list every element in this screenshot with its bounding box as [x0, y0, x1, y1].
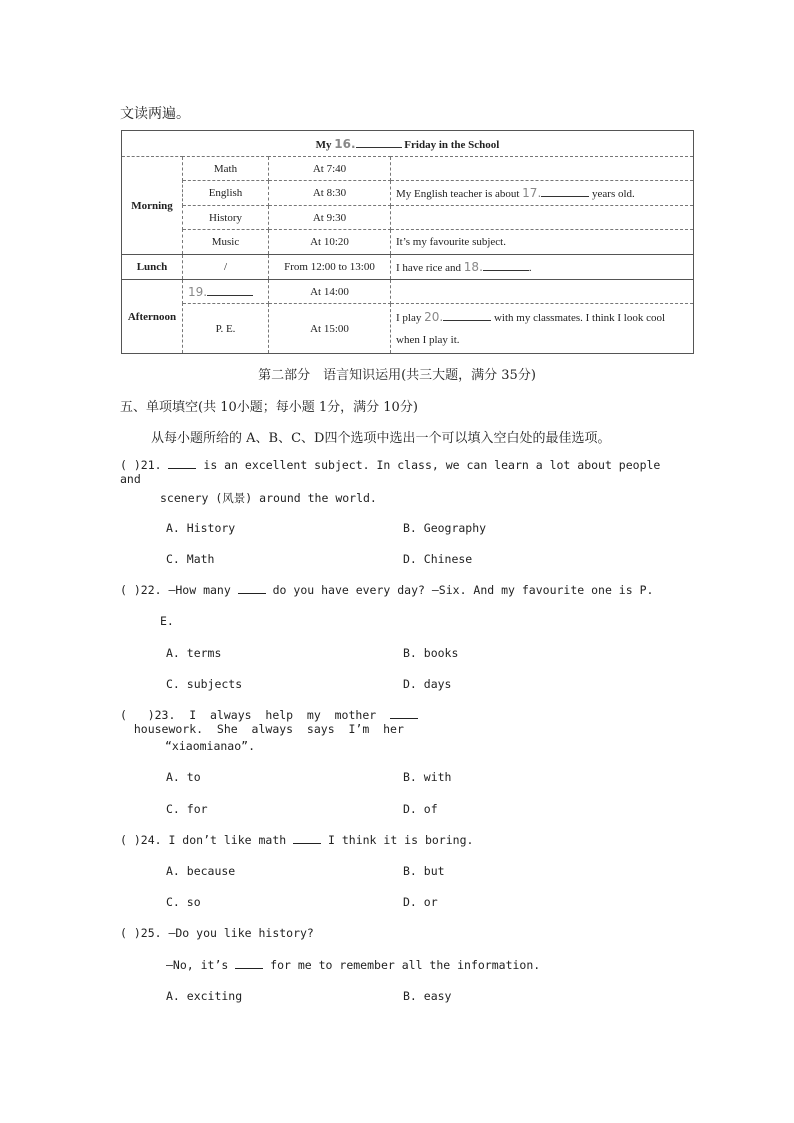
table-title-row [122, 131, 694, 157]
subject-cell: Math [183, 157, 269, 181]
table-row [122, 157, 694, 181]
option-c[interactable]: C. for [166, 802, 208, 816]
answer-blank[interactable] [238, 584, 266, 594]
question-22: ( )22. —How many do you have every day? —Six. And my favourite one is P. [120, 583, 654, 597]
time-cell: At 14:00 [269, 280, 391, 304]
table-row [122, 255, 694, 280]
table-row [122, 230, 694, 255]
option-b[interactable]: B. with [403, 770, 452, 784]
option-d[interactable]: D. of [403, 802, 438, 816]
table-row [122, 280, 694, 304]
option-d[interactable]: D. or [403, 895, 438, 909]
option-b[interactable]: B. Geography [403, 521, 487, 535]
subject-cell: 19. [183, 280, 269, 304]
option-d[interactable]: D. days [403, 677, 452, 691]
comment-cell [391, 280, 694, 304]
comment-cell: I play 20. with my classmates. I think I look cool when I play it. [391, 304, 694, 354]
time-cell: At 10:20 [269, 230, 391, 255]
question-25: ( )25. —Do you like history? [120, 926, 314, 940]
subject-cell: Music [183, 230, 269, 255]
comment-cell: My English teacher is about 17. years old. [391, 181, 694, 206]
question-21: ( )21. is an excellent subject. In class, we can learn a lot about people and [120, 458, 661, 486]
option-a[interactable]: A. terms [166, 646, 222, 660]
afternoon-label: Afternoon [122, 280, 183, 354]
time-cell: At 9:30 [269, 206, 391, 230]
subject-cell: / [183, 255, 269, 280]
comment-cell [391, 157, 694, 181]
question-22-line2: E. [160, 614, 174, 628]
question-21-line2: scenery (风景) around the world. [160, 491, 377, 505]
option-a[interactable]: A. to [166, 770, 201, 784]
table-row [122, 206, 694, 230]
option-a[interactable]: A. because [166, 864, 236, 878]
part-two-heading: 第二部分 语言知识运用(共三大题，满分 35分) [258, 368, 536, 383]
answer-blank[interactable] [168, 459, 196, 469]
answer-blank[interactable] [235, 959, 263, 969]
subject-cell: History [183, 206, 269, 230]
answer-blank[interactable] [390, 709, 418, 719]
lunch-label: Lunch [122, 255, 183, 280]
option-d[interactable]: D. Chinese [403, 552, 473, 566]
schedule-table [121, 130, 694, 354]
morning-label: Morning [122, 157, 183, 255]
intro-text: 文读两遍。 [120, 106, 190, 122]
option-a[interactable]: A. exciting [166, 989, 243, 1003]
option-c[interactable]: C. subjects [166, 677, 243, 691]
option-c[interactable]: C. Math [166, 552, 215, 566]
comment-cell [391, 206, 694, 230]
question-23: ( )23. I always help my mother housework. She always says I’m her [120, 708, 680, 736]
option-c[interactable]: C. so [166, 895, 201, 909]
subject-cell: P. E. [183, 304, 269, 354]
question-23-line2: “xiaomianao”. [165, 739, 256, 753]
answer-blank[interactable] [293, 834, 321, 844]
comment-cell: It’s my favourite subject. [391, 230, 694, 255]
comment-cell: I have rice and 18. . [391, 255, 694, 280]
time-cell: From 12:00 to 13:00 [269, 255, 391, 280]
section-five-heading: 五、单项填空(共 10小题；每小题 1分，满分 10分) [120, 400, 418, 415]
instruction-text: 从每小题所给的 A、B、C、D四个选项中选出一个可以填入空白处的最佳选项。 [151, 431, 611, 446]
table-title: My 16. Friday in the School [122, 131, 694, 157]
table-row [122, 304, 694, 354]
question-25-line2: —No, it’s for me to remember all the information. [166, 958, 541, 972]
table-row [122, 181, 694, 206]
time-cell: At 7:40 [269, 157, 391, 181]
option-b[interactable]: B. books [403, 646, 459, 660]
option-b[interactable]: B. but [403, 864, 445, 878]
time-cell: At 15:00 [269, 304, 391, 354]
question-24: ( )24. I don’t like math I think it is boring. [120, 833, 474, 847]
time-cell: At 8:30 [269, 181, 391, 206]
subject-cell: English [183, 181, 269, 206]
option-a[interactable]: A. History [166, 521, 236, 535]
option-b[interactable]: B. easy [403, 989, 452, 1003]
